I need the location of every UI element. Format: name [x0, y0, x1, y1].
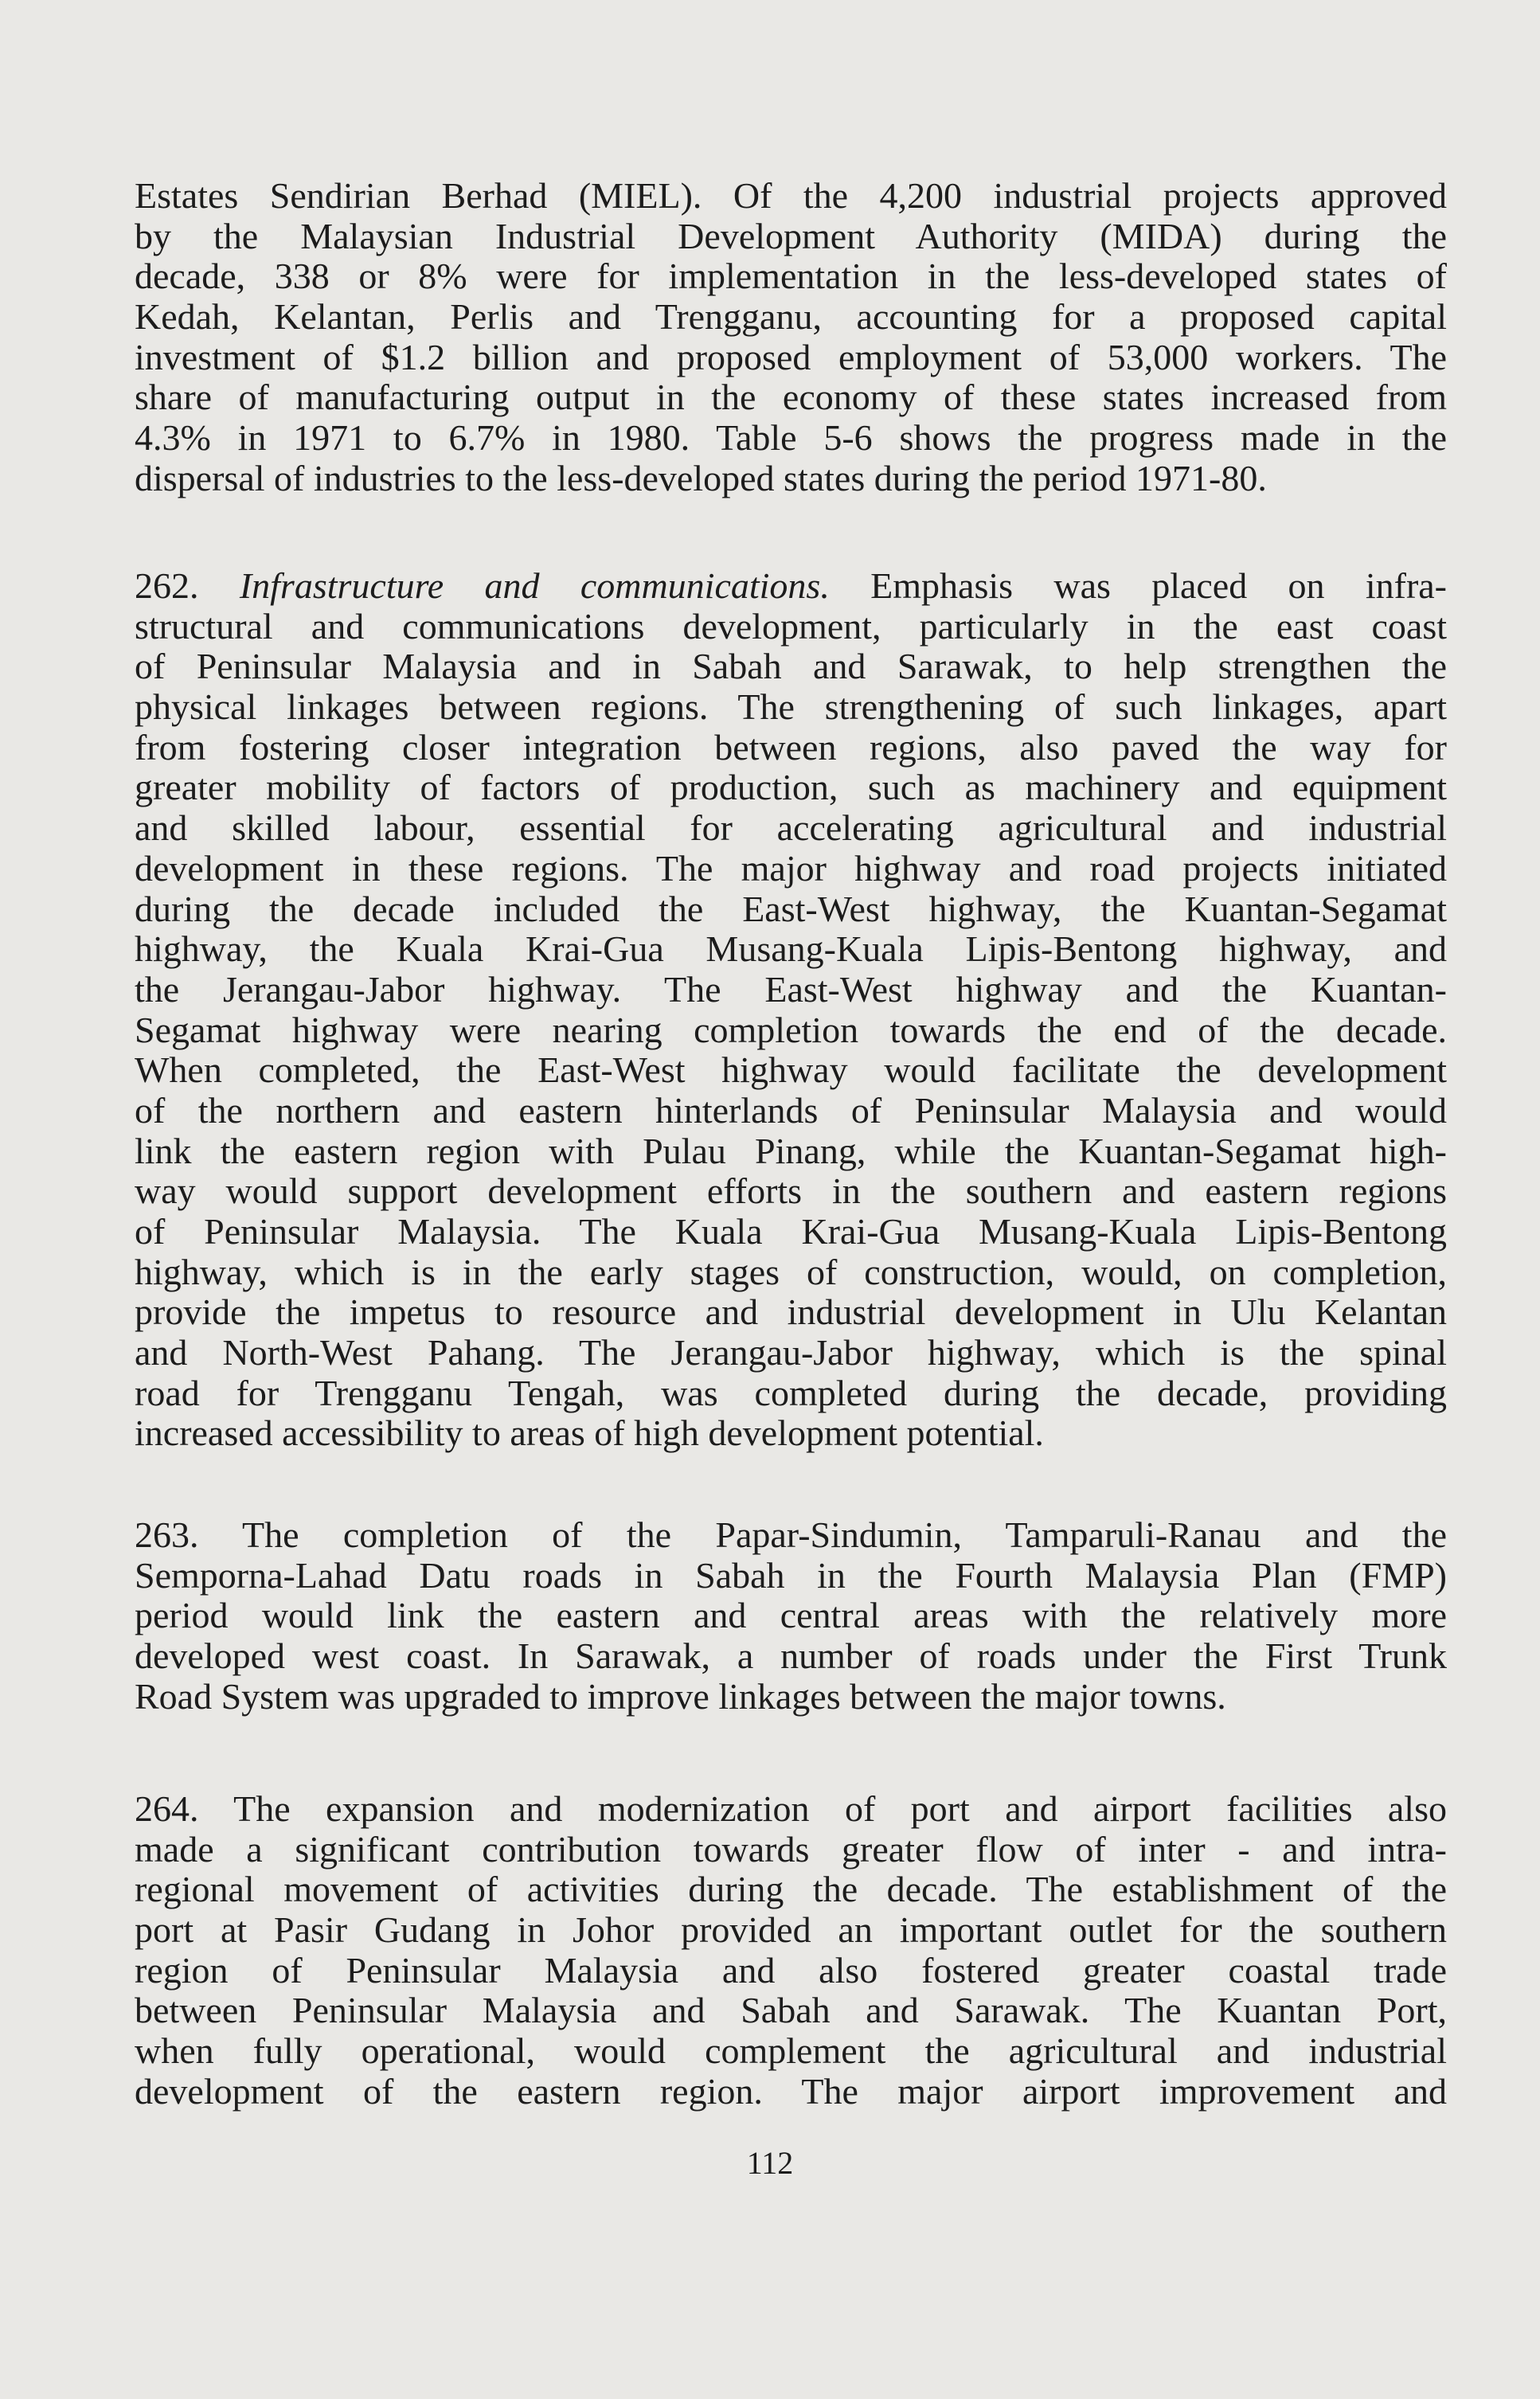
text-line: When completed, the East-West highway would facilitate the development — [135, 1049, 1447, 1091]
text-line: Semporna-Lahad Datu roads in Sabah in the Fourth Malaysia Plan (FMP) — [135, 1554, 1447, 1596]
text-line: of Peninsular Malaysia. The Kuala Krai-Gua Musang-Kuala Lipis-Bentong — [135, 1211, 1447, 1252]
section-heading: Infrastructure and communications. — [239, 565, 830, 606]
text-line: physical linkages between regions. The strengthening of such linkages, apart — [135, 686, 1447, 728]
text-line: made a significant contribution towards greater flow of inter - and intra- — [135, 1828, 1447, 1870]
text-line: port at Pasir Gudang in Johor provided an important outlet for the southern — [135, 1909, 1447, 1951]
text-line: development of the eastern region. The major airport improvement and — [135, 2070, 1447, 2112]
text-line: share of manufacturing output in the economy of these states increased from — [135, 377, 1447, 418]
paragraph-number: 262. — [135, 565, 199, 606]
paragraph-264 — [135, 1789, 1447, 2112]
text-line: road for Trengganu Tengah, was completed during the decade, providing — [135, 1372, 1447, 1413]
text-line: Road System was upgraded to improve linkages between the major towns. — [135, 1675, 1226, 1717]
text-line: highway, which is in the early stages of construction, would, on completion, — [135, 1251, 1447, 1292]
text-line: way would support development efforts in the southern and eastern regions — [135, 1170, 1447, 1212]
text-line: dispersal of industries to the less-developed states during the period 1971-80. — [135, 457, 1267, 498]
page-number: 112 — [746, 2145, 794, 2181]
text-line: development in these regions. The major highway and road projects initiated — [135, 847, 1447, 889]
paragraph-text: Emphasis was placed on infra- — [870, 565, 1447, 606]
text-line: 4.3% in 1971 to 6.7% in 1980. Table 5-6 shows the progress made in the — [135, 417, 1447, 459]
text-line: during the decade included the East-West highway, the Kuantan-Segamat — [135, 888, 1447, 929]
paragraph-263 — [135, 1515, 1447, 1717]
text-line: the Jerangau-Jabor highway. The East-West highway and the Kuantan- — [135, 968, 1447, 1010]
text-line: from fostering closer integration between regions, also paved the way for — [135, 726, 1447, 768]
text-line: when fully operational, would complement the agricultural and industrial — [135, 2030, 1447, 2072]
text-line: and North-West Pahang. The Jerangau-Jabor highway, which is the spinal — [135, 1332, 1447, 1373]
text-line: 264. The expansion and modernization of port and airport facilities also — [135, 1788, 1447, 1829]
text-line: greater mobility of factors of production, such as machinery and equipment — [135, 767, 1447, 808]
text-line: increased accessibility to areas of high development potential. — [135, 1412, 1044, 1454]
text-line: and skilled labour, essential for accelerating agricultural and industrial — [135, 807, 1447, 849]
text-line: period would link the eastern and central areas with the relatively more — [135, 1595, 1447, 1636]
text-line: between Peninsular Malaysia and Sabah and Sarawak. The Kuantan Port, — [135, 1990, 1447, 2031]
text-line: of Peninsular Malaysia and in Sabah and Sarawak, to help strengthen the — [135, 646, 1447, 687]
paragraph-262-first-line — [135, 566, 1447, 607]
text-line: Estates Sendirian Berhad (MIEL). Of the 4,200 industrial projects approved — [135, 175, 1447, 216]
text-line: investment of $1.2 billion and proposed employment of 53,000 workers. The — [135, 336, 1447, 377]
text-line: by the Malaysian Industrial Development Authority (MIDA) during the — [135, 215, 1447, 256]
text-line: structural and communications development, particularly in the east coast — [135, 605, 1447, 647]
text-line: decade, 338 or 8% were for implementation in the less-developed states of — [135, 256, 1447, 297]
text-line: 263. The completion of the Papar-Sindumin, Tamparuli-Ranau and the — [135, 1514, 1447, 1555]
text-line: provide the impetus to resource and industrial development in Ulu Kelantan — [135, 1291, 1447, 1333]
text-line: highway, the Kuala Krai-Gua Musang-Kuala Lipis-Bentong highway, and — [135, 928, 1447, 970]
text-line: Segamat highway were nearing completion towards the end of the decade. — [135, 1009, 1447, 1050]
text-line: developed west coast. In Sarawak, a number of roads under the First Trunk — [135, 1635, 1447, 1677]
text-line: link the eastern region with Pulau Pinang, while the Kuantan-Segamat high- — [135, 1130, 1447, 1171]
text-line: regional movement of activities during the decade. The establishment of the — [135, 1869, 1447, 1910]
paragraph-262 — [135, 566, 1447, 1454]
text-line: region of Peninsular Malaysia and also fostered greater coastal trade — [135, 1949, 1447, 1991]
text-line: of the northern and eastern hinterlands of Peninsular Malaysia and would — [135, 1089, 1447, 1131]
paragraph-261-continued — [135, 176, 1447, 499]
text-line: Kedah, Kelantan, Perlis and Trengganu, accounting for a proposed capital — [135, 296, 1447, 338]
